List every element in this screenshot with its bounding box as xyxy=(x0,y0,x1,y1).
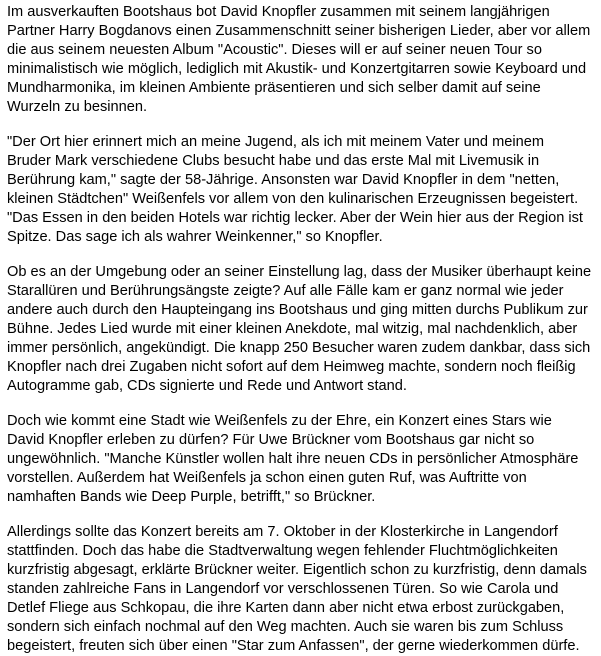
text-line: Bühne. Jedes Lied wurde mit einer kleinen Anekdote, mal witzig, mal nachdenklich, aber xyxy=(7,321,578,337)
paragraph xyxy=(7,523,601,656)
text-line: stattfinden. Doch das habe die Stadtverwaltung wegen fehlender Fluchtmöglichkeiten xyxy=(7,543,558,559)
article-body xyxy=(0,3,601,656)
text-line: Mundharmonika, im kleinen Ambiente präsentieren und sich selber damit auf seine xyxy=(7,80,541,96)
paragraph xyxy=(7,3,601,117)
text-line: kurzfristig abgesagt, erklärte Brückner weiter. Eigentlich schon zu kurzfristig, denn damals xyxy=(7,562,587,578)
text-line: kleinen Städtchen" Weißenfels vor allem von den kulinarischen Erzeugnissen begeistert. xyxy=(7,191,579,207)
text-line: Spitze. Das sage ich als wahrer Weinkenner," so Knopfler. xyxy=(7,229,383,245)
text-line: Detlef Fliege aus Schkopau, die ihre Karten dann aber nicht etwa erbost zurückgaben, xyxy=(7,600,565,616)
text-line: David Knopfler erleben zu dürfen? Für Uwe Brückner vom Bootshaus gar nicht so xyxy=(7,432,535,448)
text-line: "Das Essen in den beiden Hotels war richtig lecker. Aber der Wein hier aus der Region ist xyxy=(7,210,583,226)
text-line: immer persönlich, angekündigt. Die knapp 250 Besucher waren zudem dankbar, dass sich xyxy=(7,340,591,356)
text-line: die aus seinem neuesten Album "Acoustic". Dieses will er auf seiner neuen Tour so xyxy=(7,42,542,58)
text-line: andere auch durch den Haupteingang ins Bootshaus und ging mitten durchs Publikum zur xyxy=(7,302,588,318)
text-line: begeistert, freuten sich über einen "Star zum Anfassen", der gerne wiederkommen dürfe. xyxy=(7,638,580,654)
paragraph xyxy=(7,133,601,247)
text-line: vorstellen. Außerdem hat Weißenfels ja schon einen guten Ruf, was Auftritte von xyxy=(7,470,527,486)
text-line: Ob es an der Umgebung oder an seiner Einstellung lag, dass der Musiker überhaupt keine xyxy=(7,264,592,280)
text-line: Allerdings sollte das Konzert bereits am 7. Oktober in der Klosterkirche in Langendorf xyxy=(7,524,558,540)
paragraph xyxy=(7,263,601,396)
text-line: sondern sich einfach nochmal auf den Weg machten. Auch sie waren bis zum Schluss xyxy=(7,619,564,635)
text-line: Bruder Mark verschiedene Clubs besucht habe und das erste Mal mit Livemusik in xyxy=(7,153,540,169)
text-line: ungewöhnlich. "Manche Künstler wollen halt ihre neuen CDs in persönlicher Atmosphäre xyxy=(7,451,579,467)
text-line: Starallüren und Berührungsängste zeigte? Auf alle Fälle kam er ganz normal wie jeder xyxy=(7,283,564,299)
text-line: standen zahlreiche Fans in Langendorf vor verschlossenen Türen. So wie Carola und xyxy=(7,581,559,597)
text-line: Im ausverkauften Bootshaus bot David Knopfler zusammen mit seinem langjährigen xyxy=(7,4,550,20)
text-line: "Der Ort hier erinnert mich an meine Jugend, als ich mit meinem Vater und meinem xyxy=(7,134,544,150)
text-line: Doch wie kommt eine Stadt wie Weißenfels zu der Ehre, ein Konzert eines Stars wie xyxy=(7,413,552,429)
text-line: namhaften Bands wie Deep Purple, betrifft," so Brückner. xyxy=(7,489,376,505)
text-line: Wurzeln zu besinnen. xyxy=(7,99,148,115)
text-line: Autogramme gab, CDs signierte und Rede und Antwort stand. xyxy=(7,378,407,394)
text-line: Partner Harry Bogdanovs einen Zusammenschnitt seiner bisherigen Lieder, aber vor allem xyxy=(7,23,591,39)
text-line: Knopfler nach drei Zugaben nicht sofort auf dem Heimweg machte, sondern noch fleißig xyxy=(7,359,576,375)
text-line: Berührung kam," sagte der 58-Jährige. Ansonsten war David Knopfler in dem "netten, xyxy=(7,172,560,188)
paragraph xyxy=(7,412,601,507)
text-line: minimalistisch wie möglich, lediglich mit Akustik- und Konzertgitarren sowie Keyboard und xyxy=(7,61,587,77)
